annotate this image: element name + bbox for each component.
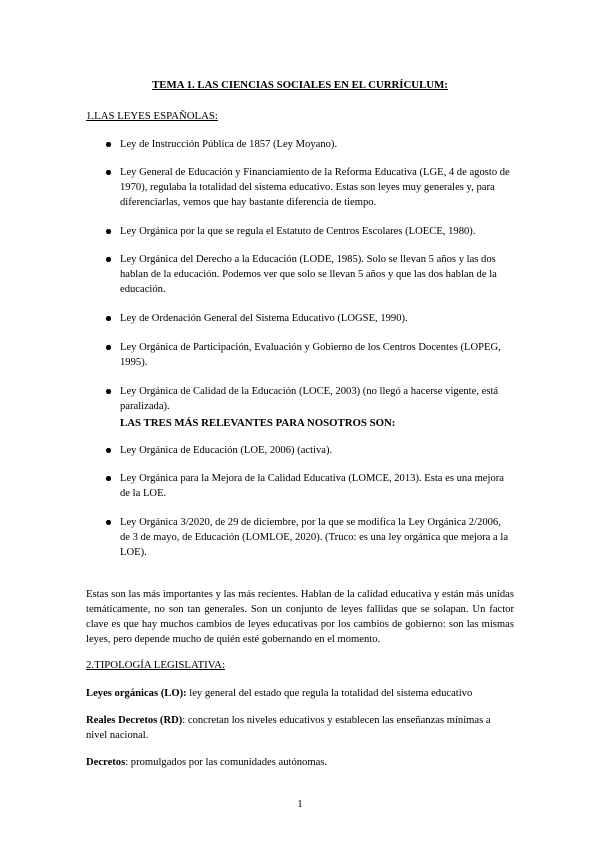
definition-term: Decretos [86,757,126,768]
list-item [120,311,510,326]
law-text: Ley Orgánica de Calidad de la Educación (LOCE, 2003) (no llegó a hacerse vigente, está paralizada). [120,386,499,413]
list-item [120,471,510,501]
page-number: 1 [297,798,303,810]
definition-term: Reales Decretos (RD) [86,715,183,726]
bullet-icon [106,448,111,453]
law-text: Ley Orgánica por la que se regula el Estatuto de Centros Escolares (LOECE, 1980). [120,226,476,237]
law-text: Ley General de Educación y Financiamiento de la Reforma Educativa (LGE, 4 de agosto de 1970), regulaba la totalidad del sistema educativo. Estas son leyes muy generales y, para diferenciarlas, vemos que hay bastante diferencia de tiempo. [120,167,510,209]
law-text: Ley Orgánica de Participación, Evaluación y Gobierno de los Centros Docentes (LOPEG, 1995). [120,342,501,369]
list-item [120,137,510,152]
list-item [120,340,510,370]
bullet-icon [106,389,111,394]
definition-decretos [86,755,514,770]
list-item [120,515,510,560]
list-item [120,165,510,210]
section-heading-tipologia: 2.TIPOLOGÍA LEGISLATIVA: [86,659,225,671]
bullet-icon [106,229,111,234]
bullet-icon [106,316,111,321]
law-text: Ley de Ordenación General del Sistema Educativo (LOGSE, 1990). [120,313,408,324]
relevant-laws-heading: LAS TRES MÁS RELEVANTES PARA NOSOTROS SON: [120,417,396,429]
definition-text: : concretan los niveles educativos y establecen las enseñanzas mínimas a nivel nacional. [86,715,491,742]
law-text: Ley Orgánica del Derecho a la Educación (LODE, 1985). Solo se llevan 5 años y las dos hablan de la educación. Podemos ver que solo se llevan 5 años y que las dos hablan de la educación. [120,254,497,296]
law-text: Ley Orgánica de Educación (LOE, 2006) (activa). [120,445,333,456]
list-item [120,252,510,297]
list-item [120,224,510,239]
definition-reales-decretos [86,713,514,743]
law-text: Ley Orgánica 3/2020, de 29 de diciembre, por la que se modifica la Ley Orgánica 2/2006, de 3 de mayo, de Educación (LOMLOE, 2020). (Truco: es una ley orgánica que mejora a la LOE). [120,517,509,559]
bullet-icon [106,170,111,175]
list-item [120,443,510,458]
bullet-icon [106,345,111,350]
bullet-icon [106,476,111,481]
document-title: TEMA 1. LAS CIENCIAS SOCIALES EN EL CURRÍCULUM: [152,79,448,91]
list-item [120,384,510,414]
law-text: Ley Orgánica para la Mejora de la Calidad Educativa (LOMCE, 2013). Esta es una mejora de la LOE. [120,473,504,500]
law-text: Ley de Instrucción Pública de 1857 (Ley Moyano). [120,139,338,150]
bullet-icon [106,257,111,262]
definition-text: : promulgados por las comunidades autónomas. [125,757,328,768]
summary-paragraph: Estas son las más importantes y las más recientes. Hablan de la calidad educativa y están más unidas temáticamente, no son tan generales. Son un conjunto de leyes fallidas que se solapan. Un factor clave es que hay muchos cambios de leyes educativas por los cambios de gobierno: son las mismas leyes, pero depende mucho de quién esté gobernando en el momento. [86,589,514,646]
section-heading-leyes: 1.LAS LEYES ESPAÑOLAS: [86,110,218,122]
bullet-icon [106,142,111,147]
bullet-icon [106,520,111,525]
definition-term: Leyes orgánicas (LO): [86,688,187,699]
definition-text: ley general del estado que regula la totalidad del sistema educativo [186,688,473,699]
definition-leyes-organicas [86,686,514,701]
